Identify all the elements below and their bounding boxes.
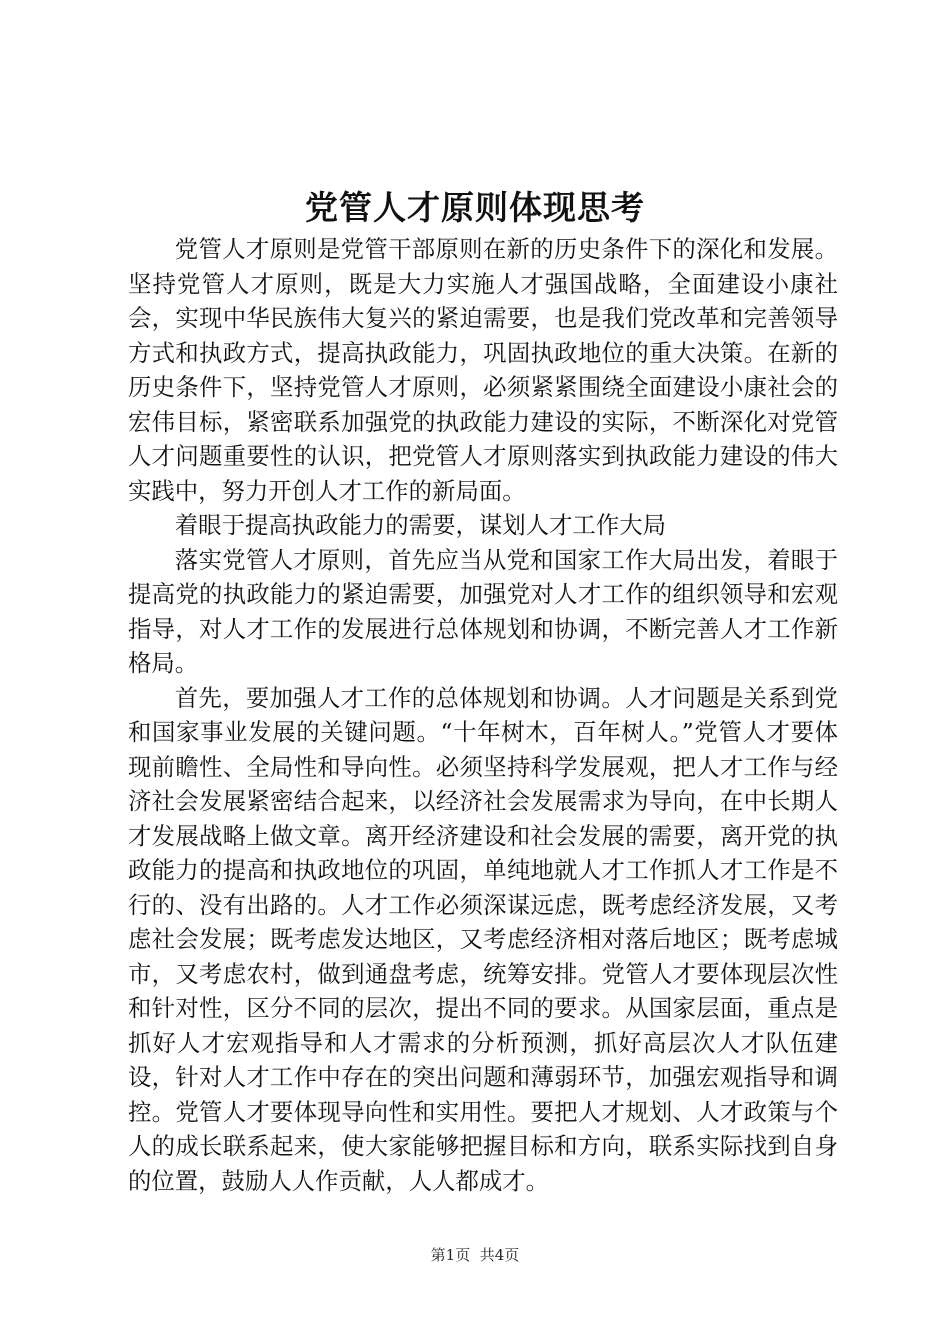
page-total: 共4页 <box>479 1246 520 1264</box>
section-heading: 着眼于提高执政能力的需要，谋划人才工作大局 <box>174 511 666 539</box>
document-title: 党管人才原则体现思考 <box>305 188 645 227</box>
paragraph-implementation: 落实党管人才原则，首先应当从党和国家工作大局出发，着眼于提高党的执政能力的紧迫需要，加强党对人才工作的组织领导和宏观指导，对人才工作的发展进行总体规划和协调，不断完善人才工作新格局。 <box>128 545 838 677</box>
document-body <box>128 232 838 1198</box>
paragraph-intro: 党管人才原则是党管干部原则在新的历史条件下的深化和发展。坚持党管人才原则，既是大力实施人才强国战略，全面建设小康社会，实现中华民族伟大复兴的紧迫需要，也是我们党改革和完善领导方式和执政方式，提高执政能力，巩固执政地位的重大决策。在新的历史条件下，坚持党管人才原则，必须紧紧围绕全面建设小康社会的宏伟目标，紧密联系加强党的执政能力建设的实际，不断深化对党管人才问题重要性的认识，把党管人才原则落实到执政能力建设的伟大实践中，努力开创人才工作的新局面。 <box>128 235 838 505</box>
page-number: 第1页 <box>430 1246 471 1264</box>
paragraph-planning: 首先，要加强人才工作的总体规划和协调。人才问题是关系到党和国家事业发展的关键问题。“十年树木，百年树人。”党管人才要体现前瞻性、全局性和导向性。必须坚持科学发展观，把人才工作与经济社会发展紧密结合起来，以经济社会发展需求为导向，在中长期人才发展战略上做文章。离开经济建设和社会发展的需要，离开党的执政能力的提高和执政地位的巩固，单纯地就人才工作抓人才工作是不行的、没有出路的。人才工作必须深谋远虑，既考虑经济发展，又考虑社会发展；既考虑发达地区，又考虑经济相对落后地区；既考虑城市，又考虑农村，做到通盘考虑，统筹安排。党管人才要体现层次性和针对性，区分不同的层次，提出不同的要求。从国家层面，重点是抓好人才宏观指导和人才需求的分析预测，抓好高层次人才队伍建设，针对人才工作中存在的突出问题和薄弱环节，加强宏观指导和调控。党管人才要体现导向性和实用性。要把人才规划、人才政策与个人的成长联系起来，使大家能够把握目标和方向，联系实际找到自身的位置，鼓励人人作贡献，人人都成才。 <box>128 683 838 1195</box>
page-footer <box>0 1245 950 1265</box>
